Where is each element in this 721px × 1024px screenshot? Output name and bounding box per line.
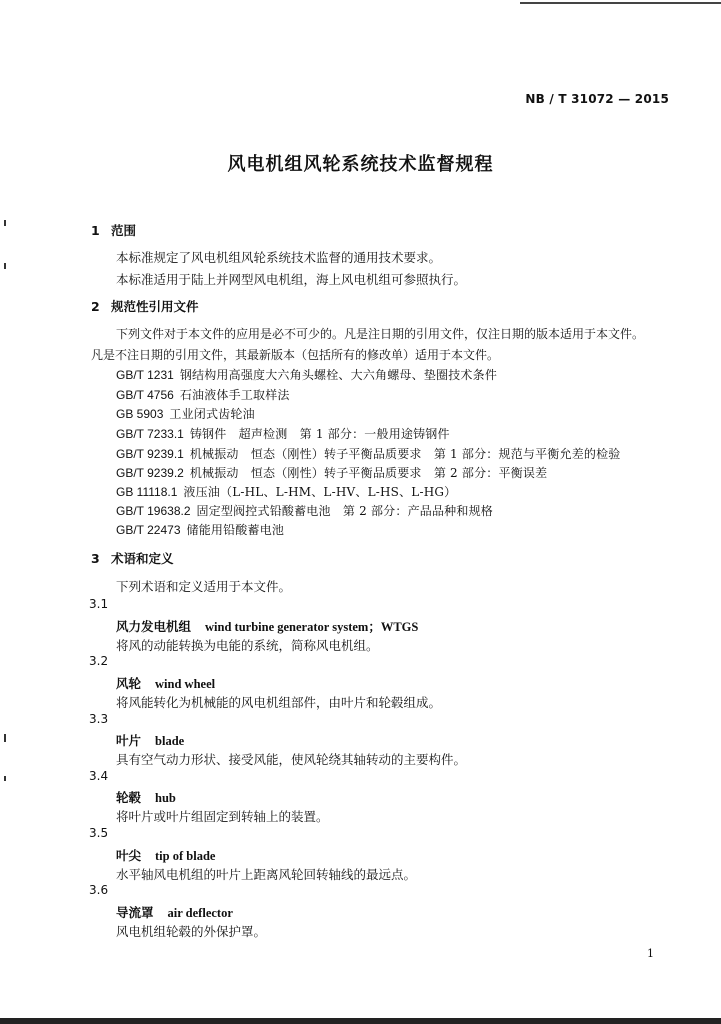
reference-title: 钢结构用高强度大六角头螺栓、大六角螺母、垫圈技术条件	[179, 368, 498, 382]
paragraph: 凡是不注日期的引用文件，其最新版本（包括所有的修改单）适用于本文件。	[91, 348, 500, 362]
paragraph: 本标准规定了风电机组风轮系统技术监督的通用技术要求。	[116, 250, 442, 265]
term-definition: 具有空气动力形状、接受风能，使风轮绕其轴转动的主要构件。	[116, 752, 467, 767]
term-definition: 风电机组轮毂的外保护罩。	[116, 924, 267, 939]
term-zh: 叶尖	[116, 848, 142, 863]
term-number: 3.5	[89, 826, 109, 840]
section-heading-normative-refs	[91, 297, 199, 315]
term-number: 3.6	[89, 883, 109, 897]
term-en: air deflector	[167, 906, 233, 920]
section-number: 3	[91, 551, 100, 566]
reference-title: 铸钢件 超声检测 第 1 部分：一般用途铸钢件	[189, 427, 450, 441]
term-zh: 轮毂	[116, 790, 142, 805]
term-zh: 导流罩	[116, 905, 154, 920]
scan-mark	[4, 776, 6, 781]
reference-item	[116, 386, 290, 403]
paragraph: 下列文件对于本文件的应用是必不可少的。凡是注日期的引用文件，仅注日期的版本适用于本文件。	[116, 327, 645, 341]
section-heading-scope	[91, 221, 136, 239]
term-zh: 风力发电机组	[116, 619, 192, 634]
reference-code: GB/T 7233.1	[116, 427, 184, 441]
term-zh: 风轮	[116, 676, 142, 691]
term-definition: 水平轴风电机组的叶片上距离风轮回转轴线的最远点。	[116, 867, 417, 882]
term-definition: 将风的动能转换为电能的系统，简称风电机组。	[116, 638, 379, 653]
reference-title: 石油液体手工取样法	[179, 388, 290, 402]
term-name	[116, 846, 215, 864]
reference-item	[116, 445, 621, 462]
term-en: hub	[155, 791, 176, 805]
term-name	[116, 903, 233, 921]
reference-code: GB/T 9239.2	[116, 466, 184, 480]
section-title: 规范性引用文件	[111, 299, 199, 314]
scan-edge-line	[0, 1018, 721, 1024]
term-number: 3.4	[89, 769, 109, 783]
reference-code: GB 5903	[116, 407, 164, 421]
term-name	[116, 731, 184, 749]
reference-item	[116, 425, 450, 442]
reference-code: GB 11118.1	[116, 485, 178, 499]
reference-title: 液压油（L-HL、L-HM、L-HV、L-HS、L-HG）	[183, 485, 457, 499]
term-definition: 将风能转化为机械能的风电机组部件，由叶片和轮毂组成。	[116, 695, 442, 710]
section-number: 2	[91, 299, 100, 314]
reference-code: GB/T 9239.1	[116, 447, 184, 461]
term-number: 3.1	[89, 597, 109, 611]
paragraph: 下列术语和定义适用于本文件。	[116, 579, 292, 594]
term-en: blade	[155, 734, 185, 748]
paragraph: 本标准适用于陆上并网型风电机组，海上风电机组可参照执行。	[116, 272, 467, 287]
page-number: 1	[647, 947, 654, 960]
standard-code: NB / T 31072 — 2015	[525, 92, 669, 106]
reference-title: 储能用铅酸蓄电池	[186, 523, 285, 537]
reference-item	[116, 405, 255, 422]
term-en: wind turbine generator system；WTGS	[205, 620, 419, 634]
scan-edge-line	[520, 2, 721, 4]
reference-item	[116, 502, 493, 519]
term-number: 3.3	[89, 712, 109, 726]
section-title: 术语和定义	[111, 551, 174, 566]
term-name	[116, 788, 176, 806]
reference-item	[116, 464, 547, 481]
reference-item	[116, 521, 284, 538]
section-heading-terms	[91, 549, 174, 567]
scan-mark	[4, 220, 6, 226]
reference-title: 固定型阀控式铅酸蓄电池 第 2 部分：产品品种和规格	[196, 504, 493, 518]
reference-title: 工业闭式齿轮油	[169, 407, 255, 421]
reference-code: GB/T 22473	[116, 523, 181, 537]
term-name	[116, 674, 215, 692]
term-number: 3.2	[89, 654, 109, 668]
reference-title: 机械振动 恒态（刚性）转子平衡品质要求 第 2 部分：平衡误差	[189, 466, 548, 480]
section-title: 范围	[111, 223, 137, 238]
reference-code: GB/T 1231	[116, 368, 174, 382]
reference-title: 机械振动 恒态（刚性）转子平衡品质要求 第 1 部分：规范与平衡允差的检验	[189, 447, 621, 461]
term-zh: 叶片	[116, 733, 142, 748]
reference-code: GB/T 19638.2	[116, 504, 191, 518]
reference-item	[116, 366, 497, 383]
term-name	[116, 617, 418, 635]
term-en: tip of blade	[155, 849, 216, 863]
scan-mark	[4, 734, 6, 742]
section-number: 1	[91, 223, 100, 238]
scan-mark	[4, 263, 6, 269]
reference-item	[116, 483, 456, 500]
term-en: wind wheel	[155, 677, 216, 691]
document-title: 风电机组风轮系统技术监督规程	[227, 154, 494, 175]
term-definition: 将叶片或叶片组固定到转轴上的装置。	[116, 809, 329, 824]
reference-code: GB/T 4756	[116, 388, 174, 402]
